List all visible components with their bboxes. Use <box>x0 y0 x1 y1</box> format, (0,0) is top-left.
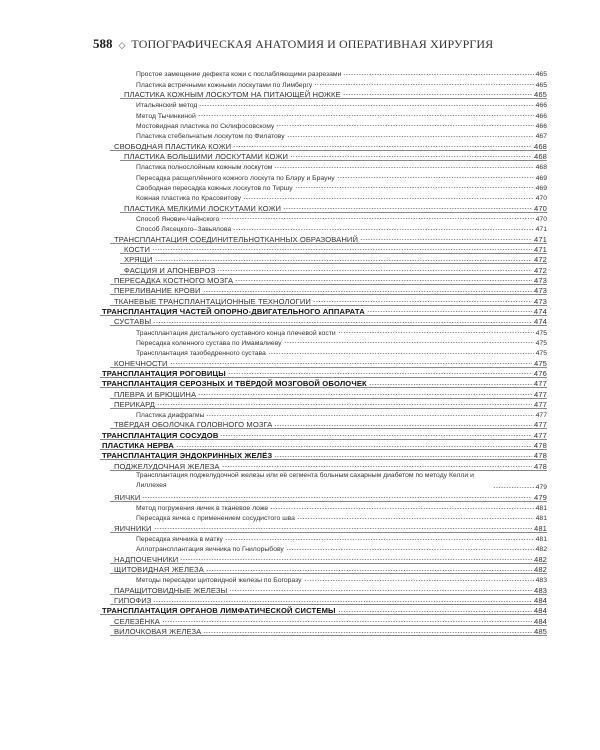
toc-entry-page: 475 <box>534 358 547 368</box>
dot-leader <box>243 196 534 200</box>
toc-entry-page: 476 <box>533 368 547 378</box>
toc-entry-page: 473 <box>534 296 547 306</box>
toc-entry[interactable] <box>114 491 547 501</box>
dot-leader <box>235 279 532 283</box>
dot-leader <box>338 609 532 613</box>
toc-entry-page: 482 <box>534 554 547 564</box>
toc-entry[interactable] <box>124 244 547 254</box>
toc-entry-title: ТВЁРДАЯ ОБОЛОЧКА ГОЛОВНОГО МОЗГА <box>114 420 273 430</box>
toc-entry-title: ТРАНСПЛАНТАЦИЯ СОСУДОВ <box>102 430 219 440</box>
toc-entry-title: Метод погружения яичек в тканевое ложе <box>136 505 269 513</box>
toc-entry-page: 468 <box>534 141 547 151</box>
toc-entry[interactable] <box>136 161 547 171</box>
dot-leader <box>142 496 532 500</box>
toc-entry-title: ТРАНСПЛАНТАЦИЯ ОРГАНОВ ЛИМФАТИЧЕСКОЙ СИСТЕМЫ <box>102 606 336 616</box>
toc-entry[interactable] <box>136 99 547 109</box>
dot-leader <box>152 248 532 252</box>
dot-leader <box>338 331 534 335</box>
toc-entry-page: 466 <box>535 122 547 130</box>
toc-entry-page: 477 <box>533 430 547 440</box>
dot-leader <box>206 568 532 572</box>
toc-entry[interactable] <box>114 626 547 636</box>
toc-entry[interactable] <box>136 171 547 181</box>
toc-entry[interactable] <box>124 89 547 99</box>
toc-entry[interactable] <box>124 202 547 212</box>
toc-entry-page: 477 <box>534 399 547 409</box>
toc-entry-page: 475 <box>535 329 547 337</box>
entry-underline <box>110 635 547 636</box>
dot-leader <box>304 578 534 582</box>
toc-entry[interactable] <box>136 109 547 119</box>
toc-entry-title: Пересадка яичка с применением сосудистого шва <box>136 515 295 523</box>
toc-entry-page: 477 <box>533 379 547 389</box>
dot-leader <box>154 527 532 531</box>
toc-entry-page: 470 <box>535 215 547 223</box>
dot-leader <box>233 145 532 149</box>
toc-entry[interactable] <box>136 78 547 88</box>
toc-entry-page: 483 <box>534 585 547 595</box>
toc-entry-page: 467 <box>535 133 547 141</box>
toc-entry[interactable] <box>114 460 547 470</box>
toc-entry-page: 470 <box>534 203 547 213</box>
toc-entry-page: 481 <box>534 523 547 533</box>
toc-entry-title: СУСТАВЫ <box>114 317 152 327</box>
toc-entry-title: ЩИТОВИДНАЯ ЖЕЛЕЗА <box>114 565 204 575</box>
toc-entry[interactable] <box>136 68 547 78</box>
toc-entry-page: 481 <box>535 505 547 513</box>
toc-entry-page: 478 <box>533 441 547 451</box>
toc-entry-page: 477 <box>534 420 547 430</box>
dot-leader <box>268 351 534 355</box>
toc-entry[interactable] <box>114 595 547 605</box>
toc-entry[interactable] <box>102 368 547 378</box>
toc-entry-title: КОНЕЧНОСТИ <box>114 358 168 368</box>
toc-entry[interactable] <box>102 378 547 388</box>
toc-entry[interactable] <box>102 440 547 450</box>
toc-entry-title: Мостовидная пластика по Склифосовскому <box>136 122 275 130</box>
toc-entry-title: СЕЛЕЗЁНКА <box>114 616 160 626</box>
toc-entry-title: ТРАНСПЛАНТАЦИЯ СОЕДИНИТЕЛЬНОТКАННЫХ ОБРАЗОВАНИЙ <box>114 234 359 244</box>
toc-entry-page: 474 <box>533 306 547 316</box>
toc-entry-title: ТКАНЕВЫЕ ТРАНСПЛАНТАЦИОННЫЕ ТЕХНОЛОГИИ <box>114 296 311 306</box>
toc-entry-title: ПЛАСТИКА БОЛЬШИМИ ЛОСКУТАМИ КОЖИ <box>124 151 289 161</box>
toc-entry[interactable] <box>136 182 547 192</box>
toc-entry-page: 469 <box>535 174 547 182</box>
toc-entry-title: ТРАНСПЛАНТАЦИЯ ЧАСТЕЙ ОПОРНО-ДВИГАТЕЛЬНОГО АППАРАТА <box>102 306 365 316</box>
dot-leader <box>229 589 532 593</box>
toc-entry[interactable] <box>114 285 547 295</box>
toc-entry[interactable] <box>136 192 547 202</box>
book-title: ТОПОГРАФИЧЕСКАЯ АНАТОМИЯ И ОПЕРАТИВНАЯ ХИРУРГИЯ <box>131 37 494 51</box>
dot-leader <box>360 238 532 242</box>
dot-leader <box>162 620 532 624</box>
toc-entry[interactable] <box>102 605 547 615</box>
toc-entry-title: ТРАНСПЛАНТАЦИЯ СЕРОЗНЫХ И ТВЁРДОЙ МОЗГОВОЙ ОБОЛОЧЕК <box>102 379 367 389</box>
toc-entry[interactable] <box>136 213 547 223</box>
toc-entry-title: Пересадка яичника в матку <box>136 536 223 544</box>
toc-entry-title: ТРАНСПЛАНТАЦИЯ ЭНДОКРИННЫХ ЖЕЛЁЗ <box>102 451 273 461</box>
dot-leader <box>233 227 533 231</box>
dot-leader <box>198 114 534 118</box>
toc-entry-title: Трансплантация тазобедренного сустава <box>136 350 266 358</box>
dot-leader <box>199 103 533 107</box>
dot-leader <box>206 413 533 417</box>
toc-entry[interactable] <box>136 223 547 233</box>
toc-entry[interactable] <box>114 553 547 563</box>
dot-leader <box>276 124 533 128</box>
toc-entry[interactable] <box>114 388 547 398</box>
toc-entry[interactable] <box>124 254 547 264</box>
dot-leader <box>153 599 532 603</box>
toc-entry-title: ФАСЦИЯ И АПОНЕВРОЗ <box>124 265 216 275</box>
toc-entry-title: Аллотрансплантация яичника по Гнилорыбову <box>136 546 284 554</box>
dot-leader <box>203 630 532 634</box>
dot-leader <box>343 72 533 76</box>
toc-entry[interactable] <box>114 522 547 532</box>
dot-leader <box>225 537 534 541</box>
toc-entry[interactable] <box>136 533 547 543</box>
toc-entry[interactable] <box>124 151 547 161</box>
toc-entry[interactable] <box>136 130 547 140</box>
toc-entry-title: Методы пересадки щитовидной железы по Богоразу <box>136 577 302 585</box>
toc-entry-title: Трансплантация поджелудочной железы или её сегмента больным сахарным диабетом по методу Келли и Лиллехея <box>136 471 474 490</box>
toc-entry-title: ПЕРЕЛИВАНИЕ КРОВИ <box>114 286 201 296</box>
toc-entry-page: 465 <box>534 89 547 99</box>
toc-entry-title: Кожная пластика по Красовитову <box>136 195 242 203</box>
toc-entry-title: Итальянский метод <box>136 102 198 110</box>
toc-entry-page: 471 <box>535 226 547 234</box>
dot-leader <box>286 547 534 551</box>
toc-entry-page: 469 <box>535 184 547 192</box>
dot-leader <box>203 289 532 293</box>
dot-leader <box>198 393 532 397</box>
toc-entry[interactable] <box>136 543 547 553</box>
dot-leader <box>153 320 532 324</box>
toc-entry-title: ВИЛОЧКОВАЯ ЖЕЛЕЗА <box>114 627 202 637</box>
dot-leader <box>155 258 532 262</box>
toc-entry[interactable] <box>136 120 547 130</box>
dot-leader <box>283 207 532 211</box>
toc-entry-title: ТРАНСПЛАНТАЦИЯ РОГОВИЦЫ <box>102 368 226 378</box>
table-of-contents <box>0 68 600 636</box>
toc-entry-title: Пересадка коленного сустава по Имамалиеву <box>136 339 282 347</box>
toc-entry-page: 475 <box>535 339 547 347</box>
toc-entry-page: 473 <box>534 286 547 296</box>
toc-entry-page: 484 <box>534 596 547 606</box>
dot-leader <box>222 465 532 469</box>
toc-entry-title: ГИПОФИЗ <box>114 596 152 606</box>
dot-leader <box>217 269 532 273</box>
toc-entry-title: ПЕРЕСАДКА КОСТНОГО МОЗГА <box>114 275 234 285</box>
toc-entry-page: 472 <box>534 255 547 265</box>
dot-leader <box>297 516 534 520</box>
toc-entry-title: Пластика встречными кожными лоскутами по Лимбергу <box>136 81 313 89</box>
toc-entry[interactable] <box>114 419 547 429</box>
toc-entry[interactable] <box>124 264 547 274</box>
toc-entry-page: 477 <box>534 389 547 399</box>
toc-entry-page: 481 <box>535 536 547 544</box>
toc-entry-title: Пластика стебельчатым лоскутом по Филатову <box>136 133 285 141</box>
dot-leader <box>270 506 534 510</box>
toc-entry-title: Способ Лясецкого–Завьялова <box>136 226 232 234</box>
toc-entry[interactable] <box>114 275 547 285</box>
toc-entry[interactable] <box>114 140 547 150</box>
dot-leader <box>274 165 533 169</box>
toc-entry[interactable] <box>114 316 547 326</box>
dot-leader <box>343 93 532 97</box>
dot-leader <box>180 558 532 562</box>
toc-entry[interactable] <box>114 564 547 574</box>
diamond-separator-icon: ◇ <box>118 40 126 50</box>
toc-entry[interactable] <box>136 409 547 419</box>
toc-entry-page: 478 <box>533 451 547 461</box>
dot-leader <box>274 423 532 427</box>
toc-entry-page: 466 <box>535 112 547 120</box>
toc-entry-page: 482 <box>535 546 547 554</box>
toc-entry-page: 471 <box>534 244 547 254</box>
toc-entry-page: 475 <box>535 350 547 358</box>
toc-entry-title: Метод Тычинкиной <box>136 112 196 120</box>
toc-entry-title: НАДПОЧЕЧНИКИ <box>114 554 179 564</box>
toc-entry-title: ПЛАСТИКА МЕЛКИМИ ЛОСКУТАМИ КОЖИ <box>124 203 282 213</box>
toc-entry-page: 484 <box>534 616 547 626</box>
toc-entry-page: 470 <box>535 195 547 203</box>
page-header <box>93 36 553 54</box>
toc-entry-page: 474 <box>534 317 547 327</box>
dot-leader <box>290 155 532 159</box>
toc-entry-title: СВОБОДНАЯ ПЛАСТИКА КОЖИ <box>114 141 232 151</box>
toc-entry[interactable] <box>136 512 547 522</box>
dot-leader <box>337 176 534 180</box>
dot-leader <box>367 310 532 314</box>
toc-entry[interactable] <box>114 295 547 305</box>
toc-entry-page: 466 <box>535 102 547 110</box>
dot-leader <box>295 186 534 190</box>
toc-entry-page: 472 <box>534 265 547 275</box>
dot-leader <box>157 403 532 407</box>
toc-entry-page: 485 <box>534 627 547 637</box>
toc-entry-title: Трансплантация дистального суставного конца плечевой кости <box>136 329 336 337</box>
toc-entry-page: 483 <box>535 577 547 585</box>
toc-entry-title: Пересадка расщеплённого кожного лоскута по Блэру и Брауну <box>136 174 335 182</box>
toc-entry-title: Пластика диафрагмы <box>136 412 205 420</box>
dot-leader <box>220 434 531 438</box>
toc-entry-title: ПЛАСТИКА КОЖНЫМ ЛОСКУТОМ НА ПИТАЮЩЕЙ НОЖКЕ <box>124 89 341 99</box>
toc-entry-page: 479 <box>535 484 547 492</box>
toc-entry-page: 478 <box>534 461 547 471</box>
toc-entry-title: ПОДЖЕЛУДОЧНАЯ ЖЕЛЕЗА <box>114 461 220 471</box>
dot-leader <box>274 454 532 458</box>
toc-entry[interactable] <box>136 337 547 347</box>
toc-entry-title: ПАРАЩИТОВИДНЫЕ ЖЕЛЕЗЫ <box>114 585 228 595</box>
toc-entry[interactable] <box>102 429 547 439</box>
toc-entry[interactable] <box>114 615 547 625</box>
dot-leader <box>221 217 533 221</box>
toc-entry-page: 481 <box>535 515 547 523</box>
page-number: 588 <box>93 36 113 51</box>
toc-entry[interactable] <box>114 584 547 594</box>
toc-entry[interactable] <box>114 233 547 243</box>
toc-entry[interactable] <box>136 574 547 584</box>
toc-entry-page: 471 <box>534 234 547 244</box>
toc-entry[interactable] <box>102 306 547 316</box>
dot-leader <box>228 372 532 376</box>
toc-entry-page: 468 <box>535 164 547 172</box>
toc-entry-page: 482 <box>534 565 547 575</box>
dot-leader <box>287 134 534 138</box>
dot-leader <box>313 300 532 304</box>
dot-leader <box>176 444 532 448</box>
toc-entry-title: ЯИЧНИКИ <box>114 523 152 533</box>
toc-entry[interactable] <box>102 450 547 460</box>
dot-leader <box>369 382 532 386</box>
toc-entry-page: 465 <box>535 71 547 79</box>
toc-entry-page: 473 <box>534 275 547 285</box>
toc-entry-title: ПЛЕВРА И БРЮШИНА <box>114 389 197 399</box>
toc-entry-title: Пластика полнослойным кожным лоскутом <box>136 164 273 172</box>
toc-entry[interactable] <box>136 502 547 512</box>
toc-entry[interactable] <box>136 326 547 336</box>
toc-entry[interactable] <box>114 357 547 367</box>
toc-entry-title: ЯИЧКИ <box>114 492 141 502</box>
dot-leader <box>493 485 534 489</box>
toc-entry[interactable] <box>136 471 547 492</box>
toc-entry-page: 465 <box>535 81 547 89</box>
dot-leader <box>170 362 532 366</box>
toc-entry-page: 479 <box>534 492 547 502</box>
toc-entry-title: КОСТИ <box>124 244 151 254</box>
dot-leader <box>284 341 534 345</box>
toc-entry-title: Простое замещение дефекта кожи с послабляющими разрезами <box>136 71 342 79</box>
toc-entry-title: Свободная пересадка кожных лоскутов по Тиршу <box>136 184 293 192</box>
dot-leader <box>314 83 533 87</box>
toc-entry[interactable] <box>114 399 547 409</box>
toc-entry-title: ПЛАСТИКА НЕРВА <box>102 441 175 451</box>
toc-entry-title: ХРЯЩИ <box>124 255 153 265</box>
toc-entry-page: 468 <box>534 151 547 161</box>
toc-entry-page: 477 <box>535 412 547 420</box>
toc-entry-page: 484 <box>533 606 547 616</box>
toc-entry[interactable] <box>136 347 547 357</box>
toc-entry-title: Способ Янович-Чайнского <box>136 215 220 223</box>
toc-entry-title: ПЕРИКАРД <box>114 399 156 409</box>
